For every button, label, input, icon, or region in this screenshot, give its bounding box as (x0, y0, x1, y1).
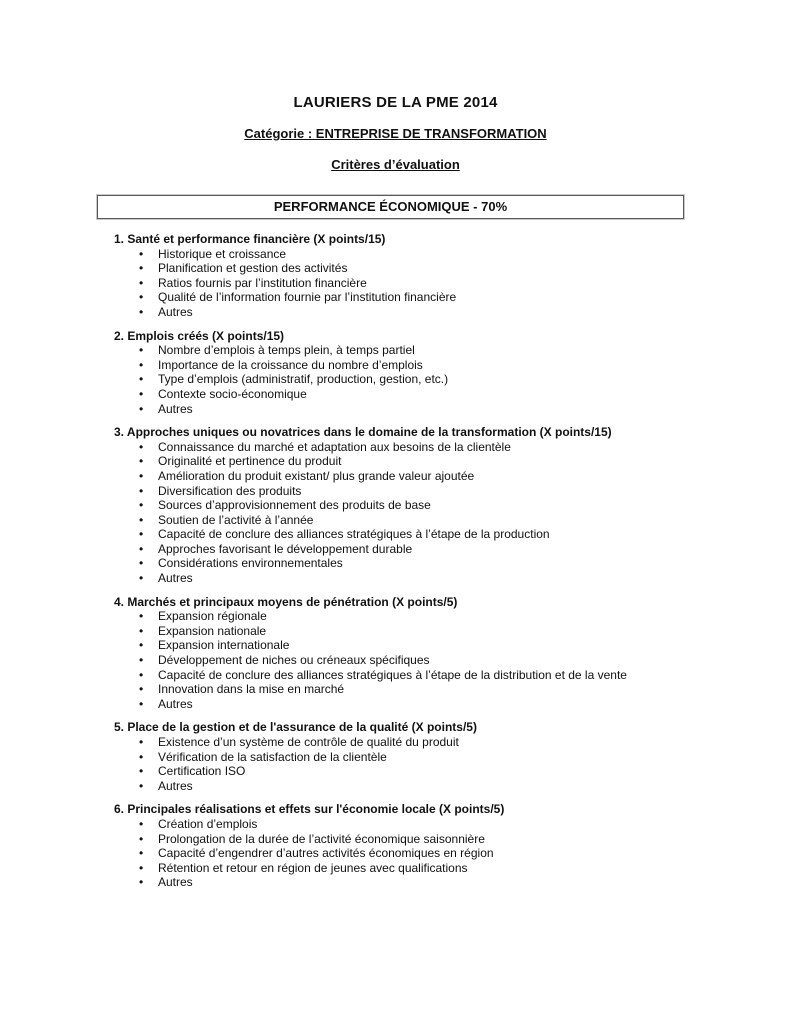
list-item: • Historique et croissance (114, 247, 751, 262)
category-line: Catégorie : ENTREPRISE DE TRANSFORMATION (244, 126, 547, 141)
list-item: • Autres (114, 697, 751, 712)
list-item: • Nombre d’emplois à temps plein, à temps partiel (114, 343, 751, 358)
list-item: • Prolongation de la durée de l’activité économique saisonnière (114, 832, 751, 847)
list-item: • Soutien de l’activité à l’année (114, 513, 751, 528)
list-item: • Considérations environnementales (114, 556, 751, 571)
section-heading: 1. Santé et performance financière (X points/15) (114, 232, 386, 246)
bullet-list (114, 817, 751, 890)
section-5 (114, 720, 751, 793)
list-item: • Développement de niches ou créneaux spécifiques (114, 653, 751, 668)
section-heading: 6. Principales réalisations et effets sur l'économie locale (X points/5) (114, 802, 505, 817)
list-item: • Diversification des produits (114, 484, 751, 499)
list-item: • Autres (114, 779, 751, 794)
page-title: LAURIERS DE LA PME 2014 (293, 94, 498, 111)
list-item: • Contexte socio-économique (114, 387, 751, 402)
list-item: • Capacité de conclure des alliances stratégiques à l’étape de la production (114, 527, 751, 542)
section-heading: 3. Approches uniques ou novatrices dans le domaine de la transformation (X points/15) (114, 425, 612, 440)
bullet-list (114, 609, 751, 711)
list-item: • Existence d’un système de contrôle de qualité du produit (114, 735, 751, 750)
list-item: • Connaissance du marché et adaptation aux besoins de la clientèle (114, 440, 751, 455)
list-item: • Type d’emplois (administratif, production, gestion, etc.) (114, 372, 751, 387)
list-item: • Approches favorisant le développement durable (114, 542, 751, 557)
list-item: • Expansion régionale (114, 609, 751, 624)
document-header (0, 0, 791, 172)
list-item: • Autres (114, 875, 751, 890)
list-item: • Amélioration du produit existant/ plus grande valeur ajoutée (114, 469, 751, 484)
section-heading: 5. Place de la gestion et de l'assurance de la qualité (X points/5) (114, 720, 477, 735)
bullet-list (114, 735, 751, 793)
section-4 (114, 595, 751, 712)
bullet-list (114, 440, 751, 586)
list-item: • Rétention et retour en région de jeunes avec qualifications (114, 861, 751, 876)
list-item: • Certification ISO (114, 764, 751, 779)
criteria-content (114, 232, 751, 890)
section-6 (114, 802, 751, 890)
list-item: • Innovation dans la mise en marché (114, 682, 751, 697)
section-2 (114, 329, 751, 417)
list-item: • Ratios fournis par l’institution financière (114, 276, 751, 291)
list-item: • Capacité de conclure des alliances stratégiques à l’étape de la distribution et de la vente (114, 668, 751, 683)
list-item: • Autres (114, 402, 751, 417)
list-item: • Autres (114, 305, 751, 320)
list-item: • Création d’emplois (114, 817, 751, 832)
list-item: • Expansion internationale (114, 638, 751, 653)
list-item: • Vérification de la satisfaction de la clientèle (114, 750, 751, 765)
performance-banner: PERFORMANCE ÉCONOMIQUE - 70% (97, 195, 684, 219)
section-1 (114, 232, 751, 320)
list-item: • Sources d’approvisionnement des produits de base (114, 498, 751, 513)
list-item: • Importance de la croissance du nombre d’emplois (114, 358, 751, 373)
bullet-list (114, 343, 751, 416)
subtitle: Critères d’évaluation (331, 157, 460, 172)
section-3 (114, 425, 751, 586)
list-item: • Originalité et pertinence du produit (114, 454, 751, 469)
list-item: • Planification et gestion des activités (114, 261, 751, 276)
section-heading: 2. Emplois créés (X points/15) (114, 328, 285, 343)
section-heading: 4. Marchés et principaux moyens de pénétration (X points/5) (114, 594, 458, 609)
list-item: • Capacité d’engendrer d’autres activités économiques en région (114, 846, 751, 861)
list-item: • Autres (114, 571, 751, 586)
list-item: • Qualité de l’information fournie par l’institution financière (114, 290, 751, 305)
list-item: • Expansion nationale (114, 624, 751, 639)
bullet-list (114, 247, 751, 320)
